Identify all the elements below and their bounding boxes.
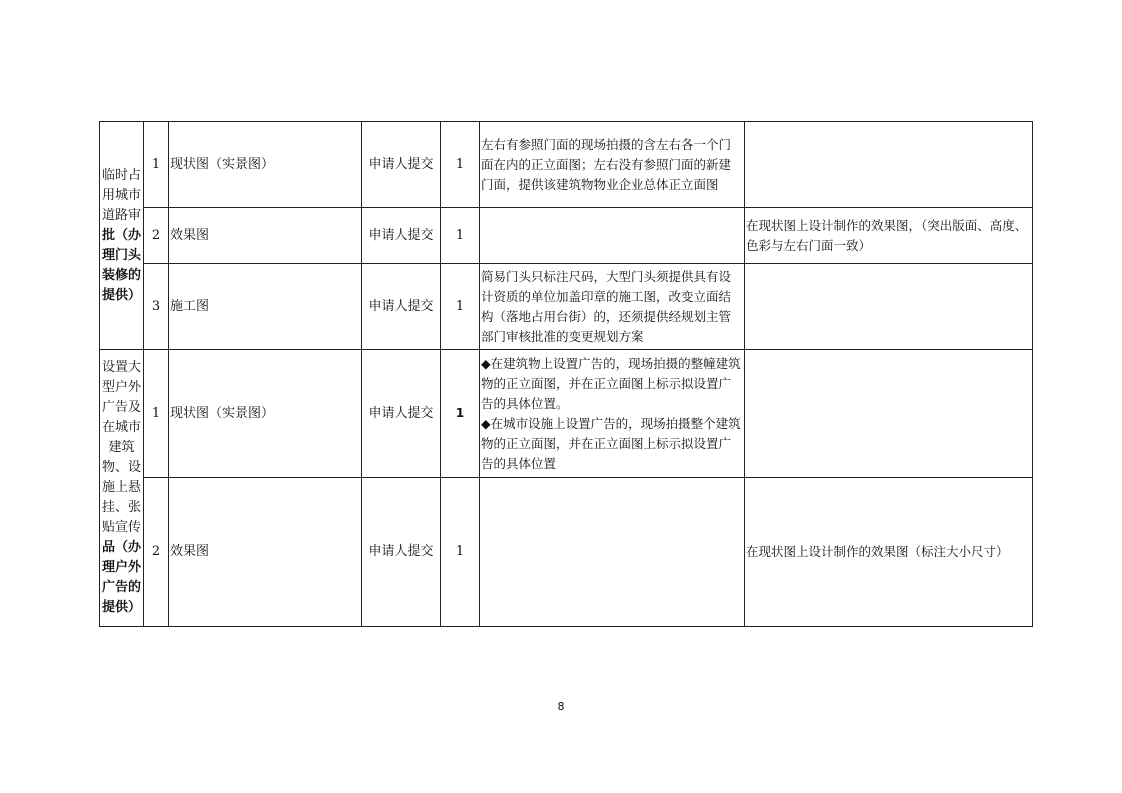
material-name: 效果图 bbox=[169, 478, 362, 627]
material-name: 施工图 bbox=[169, 264, 362, 350]
copy-count: 1 bbox=[441, 122, 480, 208]
copy-count-value: 1 bbox=[455, 406, 465, 420]
note-text bbox=[745, 122, 1033, 208]
page-number: 8 bbox=[557, 700, 565, 713]
category-cell-road-approval bbox=[100, 122, 144, 350]
category-label: 设置大型户外广告及在城市建筑物、设施上悬挂、张贴宣传 bbox=[101, 360, 141, 535]
copy-count: 1 bbox=[441, 264, 480, 350]
materials-table bbox=[99, 121, 1033, 627]
material-name: 效果图 bbox=[169, 208, 362, 264]
submitter: 申请人提交 bbox=[362, 264, 441, 350]
material-name: 现状图（实景图） bbox=[169, 122, 362, 208]
requirement-text: 左右有参照门面的现场拍摄的含左右各一个门面在内的正立面图；左右没有参照门面的新建门面，提供该建筑物物业企业总体正立面图 bbox=[480, 122, 745, 208]
material-name: 现状图（实景图） bbox=[169, 350, 362, 478]
table-row bbox=[100, 264, 1033, 350]
submitter: 申请人提交 bbox=[362, 208, 441, 264]
copy-count: 1 bbox=[441, 208, 480, 264]
requirement-text bbox=[480, 350, 745, 478]
note-text: 在现状图上设计制作的效果图（标注大小尺寸） bbox=[745, 478, 1033, 627]
copy-count: 1 bbox=[441, 478, 480, 627]
table-row bbox=[100, 478, 1033, 627]
table-row bbox=[100, 208, 1033, 264]
requirement-bullet: ◆在建筑物上设置广告的，现场拍摄的整幢建筑物的正立面图，并在正立面图上标示拟设置广告的具体位置。 bbox=[481, 355, 741, 411]
submitter: 申请人提交 bbox=[362, 122, 441, 208]
category-label: 临时占用城市道路审 bbox=[101, 167, 141, 223]
row-number: 2 bbox=[144, 478, 169, 627]
row-number: 1 bbox=[144, 350, 169, 478]
note-text bbox=[745, 264, 1033, 350]
category-cell-outdoor-ads bbox=[100, 350, 144, 627]
table-row bbox=[100, 350, 1033, 478]
requirement-bullet: ◆在城市设施上设置广告的，现场拍摄整个建筑物的正立面图，并在正立面图上标示拟设置广告的具体位置 bbox=[481, 415, 741, 471]
copy-count bbox=[441, 350, 480, 478]
requirement-text: 简易门头只标注尺码，大型门头须提供具有设计资质的单位加盖印章的施工图，改变立面结构（落地占用台街）的，还须提供经规划主管部门审核批准的变更规划方案 bbox=[480, 264, 745, 350]
category-label-bold: 批（办理门头装修的提供） bbox=[101, 227, 141, 303]
row-number: 3 bbox=[144, 264, 169, 350]
requirement-text bbox=[480, 478, 745, 627]
note-text bbox=[745, 350, 1033, 478]
row-number: 1 bbox=[144, 122, 169, 208]
category-label-bold: 品（办理户外广告的提供） bbox=[101, 540, 141, 615]
table-row bbox=[100, 122, 1033, 208]
requirement-text bbox=[480, 208, 745, 264]
note-text: 在现状图上设计制作的效果图，（突出版面、高度、色彩与左右门面一致） bbox=[745, 208, 1033, 264]
submitter: 申请人提交 bbox=[362, 350, 441, 478]
submitter: 申请人提交 bbox=[362, 478, 441, 627]
row-number: 2 bbox=[144, 208, 169, 264]
